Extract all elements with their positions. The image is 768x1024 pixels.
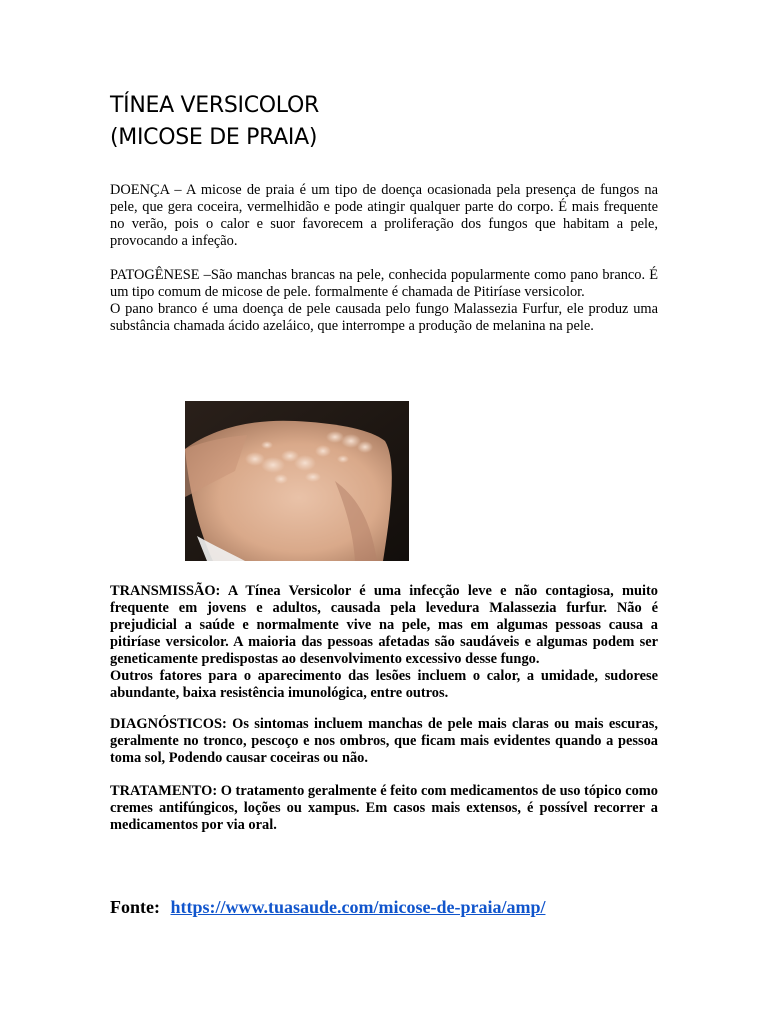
- paragraph-patogenese-2: O pano branco é uma doença de pele causada pelo fungo Malassezia Furfur, ele produz uma substância chamada ácido azeláico, que interrompe a produção de melanina na pele.: [110, 301, 658, 334]
- skin-photo: [185, 401, 409, 561]
- text-doenca: – A micose de praia é um tipo de doença ocasionada pela presença de fungos na pele, que gera coceira, vermelhidão e pode atingir qualquer parte do corpo. É mais frequente no verão, pois o calor e suor favorecem a proliferação dos fungos que habitam a pele, provocando a infeção.: [110, 182, 658, 249]
- section-doenca: [110, 182, 658, 250]
- paragraph-doenca: [110, 182, 658, 250]
- label-doenca: DOENÇA: [110, 182, 170, 198]
- text-transmissao: A Tínea Versicolor é uma infecção leve e não contagiosa, muito frequente em jovens e adultos, causada pela levedura Malassezia furfur. Não é prejudicial a saúde e normalmente vive na pele, mas em algumas pessoas causa a pitiríase versicolor. A maioria das pessoas afetadas são saudáveis e algumas podem ser geneticamente predispostas ao desenvolvimento excessivo desse fungo.: [110, 583, 658, 667]
- section-patogenese: [110, 267, 658, 335]
- back-with-white-patches-photo: [185, 401, 409, 561]
- source-label: Fonte:: [110, 897, 160, 917]
- section-tratamento: [110, 783, 658, 834]
- label-diagnosticos: DIAGNÓSTICOS:: [110, 716, 227, 732]
- label-patogenese: PATOGÊNESE: [110, 267, 200, 283]
- section-diagnosticos: [110, 716, 658, 767]
- paragraph-diagnosticos: [110, 716, 658, 767]
- source-link[interactable]: https://www.tuasaude.com/micose-de-praia/amp/: [170, 897, 546, 917]
- source-line: [110, 897, 545, 917]
- text-patogenese: –São manchas brancas na pele, conhecida popularmente como pano branco. É um tipo comum de micose de pele. formalmente é chamada de Pitiríase versicolor.: [110, 267, 658, 300]
- label-tratamento: TRATAMENTO:: [110, 783, 218, 799]
- paragraph-tratamento: [110, 783, 658, 834]
- label-transmissao: TRANSMISSÃO:: [110, 583, 221, 599]
- text-diagnosticos: Os sintomas incluem manchas de pele mais claras ou mais escuras, geralmente no tronco, pescoço e nos ombros, que ficam mais evidentes quando a pessoa toma sol, Podendo causar coceiras ou não.: [110, 716, 658, 766]
- paragraph-transmissao-2: Outros fatores para o aparecimento das lesões incluem o calor, a umidade, sudorese abundante, baixa resistência imunológica, entre outros.: [110, 668, 658, 701]
- document-title: [110, 90, 319, 154]
- title-line-1: TÍNEA VERSICOLOR: [110, 93, 319, 118]
- paragraph-transmissao: [110, 583, 658, 668]
- paragraph-patogenese: [110, 267, 658, 301]
- section-transmissao: [110, 583, 658, 702]
- text-tratamento: O tratamento geralmente é feito com medicamentos de uso tópico como cremes antifúngicos, loções ou xampus. Em casos mais extensos, é possível recorrer a medicamentos por via oral.: [110, 783, 658, 833]
- title-line-2: (MICOSE DE PRAIA): [110, 125, 318, 150]
